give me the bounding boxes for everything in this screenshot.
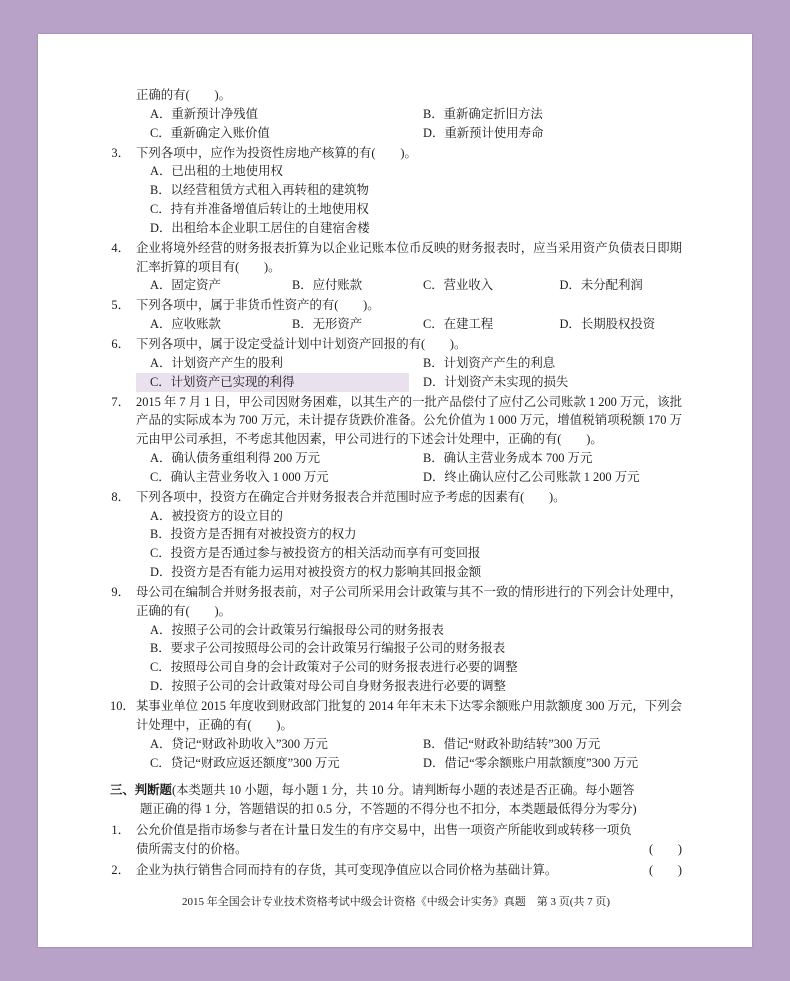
option-text: 要求子公司按照母公司的会计政策另行编报子公司的财务报表 (170, 641, 506, 656)
option-item (136, 658, 682, 677)
true-false-item-1 (110, 821, 682, 859)
option-item (136, 621, 682, 640)
option-letter: B． (423, 736, 444, 751)
option-letter: D． (150, 565, 172, 580)
question-stem-row (110, 861, 682, 880)
question-stem: 2015 年 7 月 1 日，甲公司因财务困难，以其生产的一批产品偿付了应付乙公司账款 1 200 万元，该批产品的实际成本为 700 万元，未计提存货跌价准备。公允价值为 1 000 万元，增值税销项税额 170 万元由甲公司承担，不考虑其他因素，甲公司进行的下述会计处理中，正确的有( )。 (136, 394, 682, 447)
option-item (409, 315, 546, 334)
option-list (136, 735, 682, 773)
option-item (409, 124, 682, 143)
option-text: 投资方是否有能力运用对被投资方的权力影响其回报金额 (171, 565, 482, 580)
option-letter: D． (559, 317, 581, 332)
option-list (136, 621, 682, 696)
option-item (136, 315, 278, 334)
option-text: 贷记“财政应返还额度”300 万元 (170, 755, 340, 770)
question-block-9 (110, 583, 682, 696)
question-number: 6． (111, 336, 130, 351)
question-number: 7． (111, 394, 130, 409)
option-letter: A． (150, 355, 172, 370)
question-number: 2． (111, 862, 130, 877)
option-item (409, 735, 682, 754)
option-list (136, 315, 682, 334)
option-text: 计划资产产生的利息 (443, 355, 556, 370)
section-heading-true-false (110, 781, 682, 800)
option-list (136, 354, 682, 392)
option-list (136, 507, 682, 582)
option-text: 应收账款 (171, 317, 221, 332)
option-letter: C． (150, 125, 171, 140)
question-stem-row (110, 821, 682, 840)
option-text: 确认主营业务收入 1 000 万元 (170, 469, 329, 484)
question-number: 9． (111, 584, 130, 599)
option-text: 投资方是否通过参与被投资方的相关活动而享有可变回报 (170, 546, 481, 561)
option-list (136, 276, 682, 295)
option-text: 被投资方的设立目的 (171, 508, 283, 523)
option-letter: A． (150, 622, 172, 637)
question-stem: 企业将境外经营的财务报表折算为以企业记账本位币反映的财务报表时，应当采用资产负债表日即期汇率折算的项目有( )。 (136, 240, 682, 274)
option-letter: D． (423, 374, 445, 389)
option-item (136, 563, 682, 582)
question-stem-row (110, 335, 682, 354)
option-text: 在建工程 (443, 317, 494, 332)
option-text: 已出租的土地使用权 (171, 164, 283, 179)
option-text: 长期股权投资 (580, 317, 656, 332)
question-block-7 (110, 393, 682, 487)
page-footer: 2015 年全国会计专业技术资格考试中级会计资格《中级会计实务》真题 第 3 页(共 7 页) (181, 896, 611, 908)
option-item (136, 677, 682, 696)
question-stem-row (110, 86, 682, 105)
page-content (110, 86, 682, 881)
option-item (136, 219, 682, 238)
option-text: 计划资产已实现的利得 (170, 374, 295, 389)
option-item (136, 276, 278, 295)
option-letter: A． (150, 164, 172, 179)
option-text: 确认债务重组利得 200 万元 (171, 451, 321, 466)
option-text: 持有并准备增值后转让的土地使用权 (170, 202, 369, 217)
question-stem-row (110, 393, 682, 450)
option-item (136, 449, 409, 468)
option-list (136, 105, 682, 143)
option-text: 重新预计使用寿命 (444, 125, 544, 140)
option-item (136, 507, 682, 526)
option-text: 贷记“财政补助收入”300 万元 (171, 736, 328, 751)
question-stem-row (110, 144, 682, 163)
option-text: 未分配利润 (580, 278, 643, 293)
option-letter: C． (422, 317, 444, 332)
question-number: 10． (110, 699, 135, 713)
option-text: 借记“零余额账户用款额度”300 万元 (444, 755, 639, 770)
option-letter: D． (150, 220, 172, 235)
option-letter: C． (150, 546, 171, 561)
option-text: 重新确定入账价值 (170, 125, 270, 140)
option-letter: B． (423, 106, 444, 121)
option-text: 确认主营业务成本 700 万元 (443, 451, 593, 466)
option-text: 出租给本企业职工居住的自建宿舍楼 (171, 220, 370, 235)
question-number: 1． (111, 823, 130, 838)
question-stem-continued-row (136, 840, 682, 859)
option-item (278, 315, 409, 334)
question-stem: 正确的有( )。 (136, 88, 231, 102)
option-text: 借记“财政补助结转”300 万元 (443, 736, 601, 751)
question-block-3 (110, 144, 682, 238)
option-letter: C． (150, 469, 171, 484)
option-text: 固定资产 (171, 278, 221, 293)
option-text: 以经营租赁方式租入再转租的建筑物 (170, 183, 369, 198)
option-letter: D． (423, 469, 445, 484)
question-stem: 下列各项中，属于非货币性资产的有( )。 (136, 298, 380, 313)
option-letter: D． (150, 679, 172, 694)
section-instructions-line1: (本类题共 10 小题，每小题 1 分，共 10 分。请判断每小题的表述是否正确。每小题答 (171, 783, 635, 798)
question-stem: 下列各项中，投资方在确定合并财务报表合并范围时应予考虑的因素有( )。 (136, 489, 566, 504)
option-letter: D． (559, 278, 581, 293)
option-item (409, 754, 682, 773)
section-instructions-line2: 题正确的得 1 分，答题错误的扣 0.5 分，不答题的不得分也不扣分，本类题最低得分为零分) (140, 802, 637, 817)
question-stem: 公允价值是指市场参与者在计量日发生的有序交易中，出售一项资产所能收到或转移一项负 (136, 823, 632, 838)
option-letter: A． (150, 451, 172, 466)
option-letter: B． (150, 641, 171, 656)
question-stem: 某事业单位 2015 年度收到财政部门批复的 2014 年年末未下达零余额账户用款额度 300 万元，下列会计处理中，正确的有( )。 (136, 699, 682, 732)
option-letter: A． (150, 508, 172, 523)
option-text: 投资方是否拥有对被投资方的权力 (170, 527, 357, 542)
question-block-4 (110, 239, 682, 296)
option-text: 应付账款 (312, 278, 363, 293)
option-letter: B． (423, 355, 444, 370)
option-item (136, 105, 409, 124)
option-letter: B． (291, 278, 313, 293)
option-item (409, 468, 682, 487)
option-item (136, 354, 409, 373)
question-stem: 企业为执行销售合同而持有的存货，其可变现净值应以合同价格为基础计算。 (136, 862, 558, 877)
option-letter: A． (150, 736, 172, 751)
option-letter: B． (291, 317, 313, 332)
true-false-item-2 (110, 861, 682, 880)
option-item (409, 276, 546, 295)
option-letter: C． (150, 202, 171, 217)
question-stem-row (110, 583, 682, 621)
question-stem: 下列各项中，属于设定受益计划中计划资产回报的有( )。 (136, 336, 467, 351)
question-number: 3． (111, 145, 130, 160)
option-text: 计划资产产生的股利 (171, 355, 283, 370)
option-item (136, 124, 409, 143)
option-letter: A． (150, 106, 172, 121)
option-item (136, 754, 409, 773)
option-list (136, 449, 682, 487)
option-letter: B． (150, 183, 171, 198)
option-text: 终止确认应付乙公司账款 1 200 万元 (444, 469, 640, 484)
question-number: 4． (111, 240, 130, 255)
question-block-partial (110, 86, 682, 143)
question-block-5 (110, 296, 682, 334)
question-stem-continued: 债所需支付的价格。 (136, 841, 248, 856)
question-stem-row (110, 239, 682, 277)
option-letter: D． (423, 125, 445, 140)
option-text: 无形资产 (312, 317, 363, 332)
option-letter: A． (150, 317, 172, 332)
option-letter: D． (423, 755, 445, 770)
answer-bracket[interactable]: ( ) (648, 862, 682, 877)
option-text: 按照子公司的会计政策对母公司自身财务报表进行必要的调整 (171, 679, 506, 694)
option-letter: A． (150, 278, 172, 293)
option-text: 重新预计净残值 (171, 106, 259, 121)
option-item (136, 735, 409, 754)
section-label: 三、判断题 (110, 783, 172, 798)
option-item (409, 105, 682, 124)
option-text: 营业收入 (443, 278, 494, 293)
option-item (409, 449, 682, 468)
question-stem-row (110, 488, 682, 507)
option-text: 按照母公司自身的会计政策对子公司的财务报表进行必要的调整 (170, 660, 518, 675)
option-item (409, 373, 682, 392)
option-item (545, 276, 682, 295)
option-item (409, 354, 682, 373)
answer-bracket[interactable]: ( ) (648, 841, 682, 856)
option-item (136, 544, 682, 563)
question-block-8 (110, 488, 682, 582)
option-item (136, 468, 409, 487)
option-letter: C． (150, 755, 171, 770)
option-letter: B． (423, 451, 444, 466)
document-page (38, 34, 752, 947)
question-stem: 下列各项中，应作为投资性房地产核算的有( )。 (136, 145, 417, 160)
option-item (136, 162, 682, 181)
question-number: 5． (111, 298, 130, 313)
option-item (136, 200, 682, 219)
option-item (136, 525, 682, 544)
option-letter: C． (422, 278, 444, 293)
option-letter: C． (150, 660, 171, 675)
option-letter: C． (150, 374, 171, 389)
question-stem: 母公司在编制合并财务报表前，对子公司所采用会计政策与其不一致的情形进行的下列会计处理中，正确的有( )。 (136, 584, 682, 618)
option-text: 计划资产未实现的损失 (444, 374, 569, 389)
option-text: 重新确定折旧方法 (443, 106, 543, 121)
option-item (545, 315, 682, 334)
option-item (136, 639, 682, 658)
question-stem-row (110, 697, 682, 735)
question-block-10 (110, 697, 682, 772)
option-item (136, 181, 682, 200)
option-item (136, 373, 409, 392)
question-block-6 (110, 335, 682, 392)
option-list (136, 162, 682, 237)
option-item (278, 276, 409, 295)
option-letter: B． (150, 527, 171, 542)
question-number: 8． (111, 489, 130, 504)
question-stem-row (110, 296, 682, 315)
option-text: 按照子公司的会计政策另行编报母公司的财务报表 (171, 622, 444, 637)
